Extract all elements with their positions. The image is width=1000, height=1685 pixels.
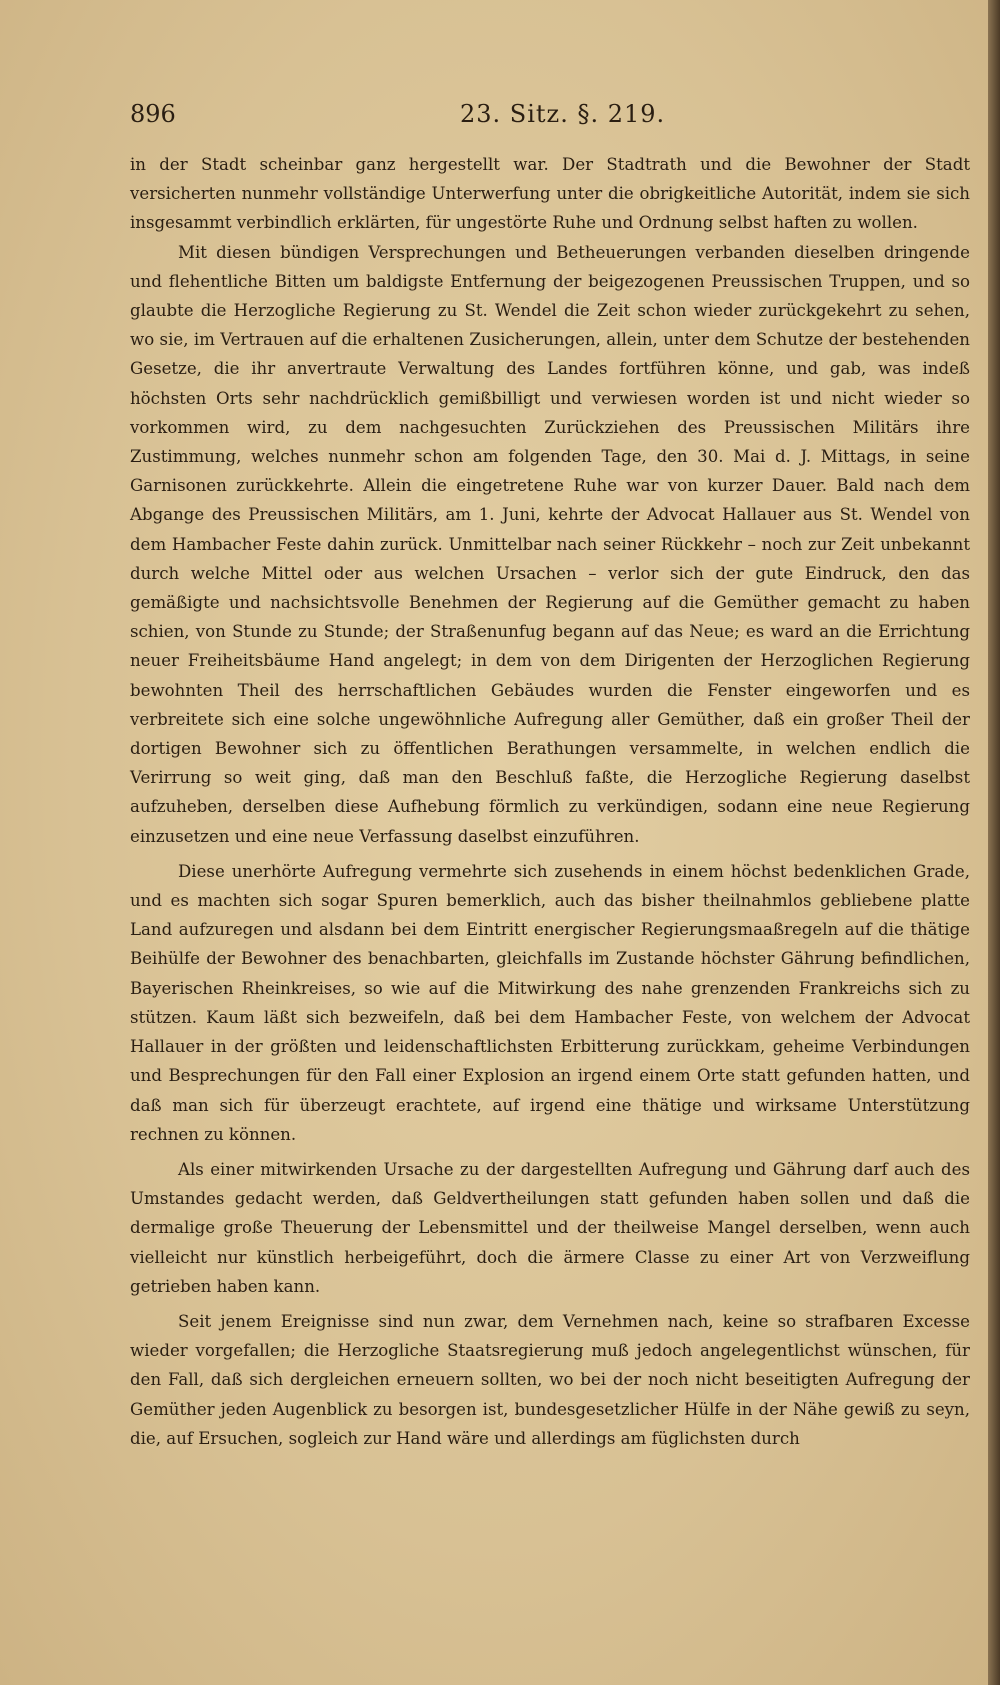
book-gutter xyxy=(988,0,1000,1685)
body-text xyxy=(130,150,970,1453)
paragraph: Als einer mitwirkenden Ursache zu der dargestellten Aufregung und Gährung darf auch des Umstandes gedacht werden, daß Geldvertheilungen statt gefunden haben sollen und daß die dermalige große Theuerung der Lebensmittel und der theilweise Mangel derselben, wenn auch vielleicht nur künstlich herbeigeführt, doch die ärmere Classe zu einer Art von Verzweiflung getrieben haben kann. xyxy=(130,1159,970,1296)
page-header xyxy=(130,100,970,140)
paragraph-continuation: in der Stadt scheinbar ganz hergestellt war. Der Stadtrath und die Bewohner der Stadt versicherten nunmehr vollständige Unterwerfung unter die obrigkeitliche Autorität, indem sie sich insgesammt verbindlich erklärten, für ungestörte Ruhe und Ordnung selbst haften zu wollen. xyxy=(130,155,970,233)
page-number: 896 xyxy=(130,100,176,128)
paragraph: Diese unerhörte Aufregung vermehrte sich zusehends in einem höchst bedenklichen Grade, und es machten sich sogar Spuren bemerklich, auch das bisher theilnahmlos gebliebene platte Land aufzuregen und alsdann bei dem Eintritt energischer Regierungsmaaßregeln auf die thätige Beihülfe der Bewohner des benachbarten, gleichfalls im Zustande höchster Gährung befindlichen, Bayerischen Rheinkreises, so wie auf die Mitwirkung des nahe grenzenden Frankreichs sich zu stützen. Kaum läßt sich bezweifeln, daß bei dem Hambacher Feste, von welchem der Advocat Hallauer in der größten und leidenschaftlichsten Erbitterung zurückkam, geheime Verbindungen und Besprechungen für den Fall einer Explosion an irgend einem Orte statt gefunden hatten, und daß man sich für überzeugt erachtete, auf irgend eine thätige und wirksame Unterstützung rechnen zu können. xyxy=(130,861,970,1144)
paragraph: Seit jenem Ereignisse sind nun zwar, dem Vernehmen nach, keine so strafbaren Excesse wieder vorgefallen; die Herzogliche Staatsregierung muß jedoch angelegentlichst wünschen, für den Fall, daß sich dergleichen erneuern sollten, wo bei der noch nicht beseitigten Aufregung der Gemüther jeden Augenblick zu besorgen ist, bundesgesetzlicher Hülfe in der Nähe gewiß zu seyn, die, auf Ersuchen, sogleich zur Hand wäre und allerdings am füglichsten durch xyxy=(130,1311,970,1448)
running-head: 23. Sitz. §. 219. xyxy=(460,100,666,128)
paragraph: Mit diesen bündigen Versprechungen und Betheuerungen verbanden dieselben dringende und flehentliche Bitten um baldigste Entfernung der beigezogenen Preussischen Truppen, und so glaubte die Herzogliche Regierung zu St. Wendel die Zeit schon wieder zurückgekehrt zu sehen, wo sie, im Vertrauen auf die erhaltenen Zusicherungen, allein, unter dem Schutze der bestehenden Gesetze, die ihr anvertraute Verwaltung des Landes fortführen könne, und gab, was indeß höchsten Orts sehr nachdrücklich gemißbilligt und verwiesen worden ist und nicht wieder so vorkommen wird, zu dem nachgesuchten Zurückziehen des Preussischen Militärs ihre Zustimmung, welches nunmehr schon am folgenden Tage, den 30. Mai d. J. Mittags, in seine Garnisonen zurückkehrte. Allein die eingetretene Ruhe war von kurzer Dauer. Bald nach dem Abgange des Preussischen Militärs, am 1. Juni, kehrte der Advocat Hallauer aus St. Wendel von dem Hambacher Feste dahin zurück. Unmittelbar nach seiner Rückkehr – noch zur Zeit unbekannt durch welche Mittel oder aus welchen Ursachen – verlor sich der gute Eindruck, den das gemäßigte und nachsichtsvolle Benehmen der Regierung auf die Gemüther gemacht zu haben schien, von Stunde zu Stunde; der Straßenunfug begann auf das Neue; es ward an die Errichtung neuer Freiheitsbäume Hand angelegt; in dem von dem Dirigenten der Herzoglichen Regierung bewohnten Theil des herrschaftlichen Gebäudes wurden die Fenster eingeworfen und es verbreitete sich eine solche ungewöhnliche Aufregung aller Gemüther, daß ein großer Theil der dortigen Bewohner sich zu öffentlichen Berathungen versammelte, in welchen endlich die Verirrung so weit ging, daß man den Beschluß faßte, die Herzogliche Regierung daselbst aufzuheben, derselben diese Aufhebung förmlich zu verkündigen, sodann eine neue Regierung einzusetzen und eine neue Verfassung daselbst einzuführen. xyxy=(130,242,970,846)
